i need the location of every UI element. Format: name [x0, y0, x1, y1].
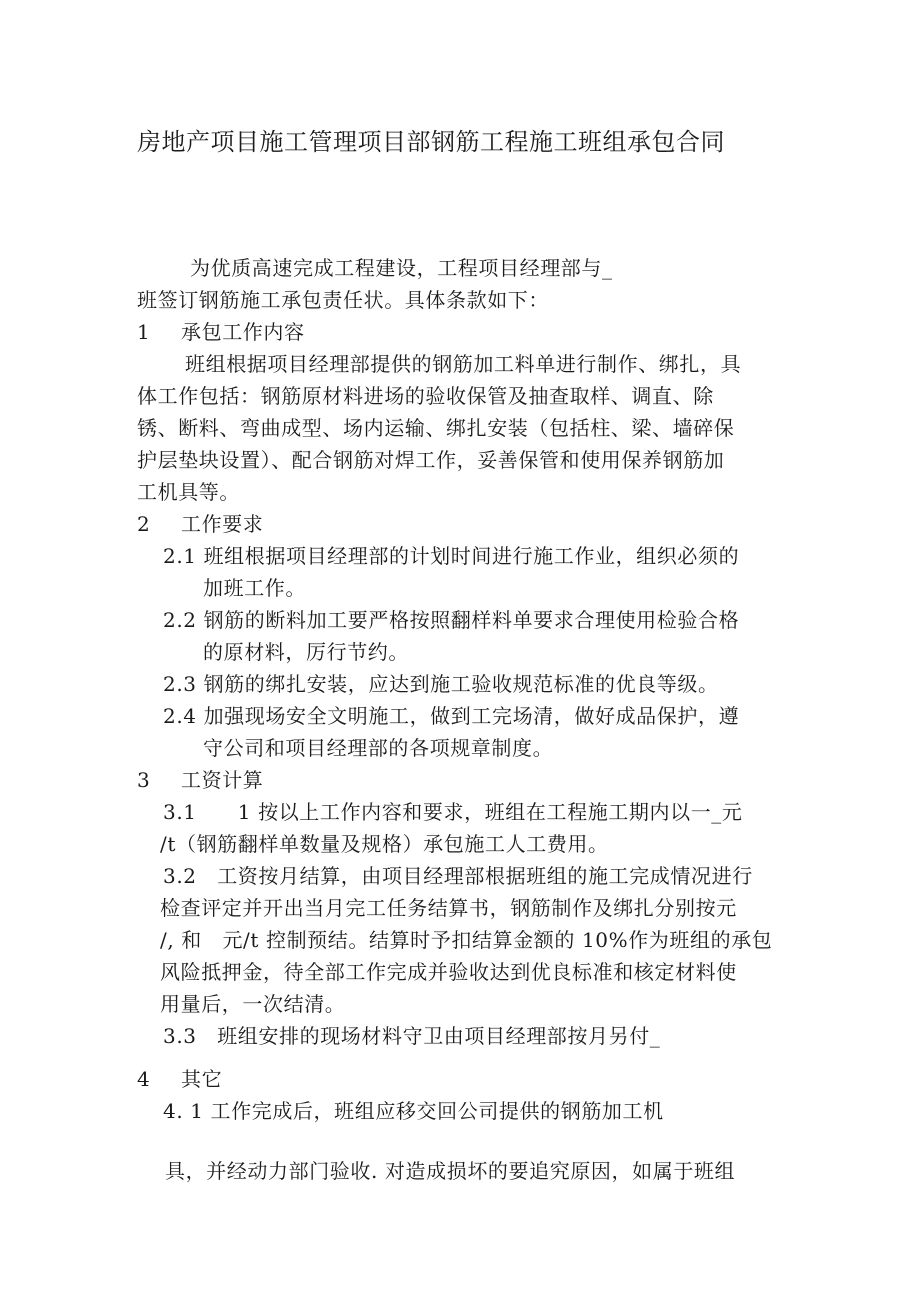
section-3-line: /, 和 元/t 控制预结。结算时予扣结算金额的 10%作为班组的承包 — [160, 928, 773, 952]
section-3-line: 3.3 班组安排的现场材料守卫由项目经理部按月另付_ — [163, 1024, 661, 1048]
section-number: 4 — [137, 1067, 151, 1091]
intro-line-1: 为优质高速完成工程建设，工程项目经理部与_ — [190, 256, 613, 280]
section-2-item-line: 守公司和项目经理部的各项规章制度。 — [203, 736, 554, 760]
section-2-item-line: 2.4 加强现场安全文明施工，做到工完场清，做好成品保护，遵 — [163, 704, 740, 728]
section-title: 工资计算 — [181, 768, 264, 792]
section-3-line: /t（钢筋翻样单数量及规格）承包施工人工费用。 — [160, 832, 609, 856]
document-title: 房地产项目施工管理项目部钢筋工程施工班组承包合同 — [137, 128, 725, 156]
section-1-para-line: 锈、断料、弯曲成型、场内运输、绑扎安装（包括柱、梁、墙碎保 — [137, 416, 735, 440]
section-3-line: 风险抵押金，待全部工作完成并验收达到优良标准和核定材料使 — [160, 960, 737, 984]
section-1-para-line: 工机具等。 — [137, 480, 240, 504]
section-4-heading — [137, 1066, 222, 1092]
section-2-item-line: 2.3 钢筋的绑扎安装，应达到施工验收规范标准的优良等级。 — [163, 672, 719, 696]
section-3-line: 3.2 工资按月结算，由项目经理部根据班组的施工完成情况进行 — [163, 864, 753, 888]
section-title: 承包工作内容 — [181, 320, 305, 344]
section-1-heading — [137, 319, 305, 345]
section-number: 1 — [137, 320, 151, 344]
section-4-line: 具，并经动力部门验收. 对造成损坏的要追究原因，如属于班组 — [165, 1159, 736, 1183]
section-3-line: 用量后，一次结清。 — [160, 992, 346, 1016]
section-1-para-line: 体工作包括：钢筋原材料进场的验收保管及抽查取样、调直、除 — [137, 384, 714, 408]
section-title: 其它 — [181, 1067, 223, 1091]
section-3-line: 检查评定并开出当月完工任务结算书，钢筋制作及绑扎分别按元 — [160, 896, 737, 920]
section-number: 2 — [137, 512, 151, 536]
section-2-item-line: 的原材料，厉行节约。 — [203, 640, 409, 664]
section-3-line: 3.1 1 按以上工作内容和要求，班组在工程施工期内以一_元 — [163, 800, 743, 824]
section-number: 3 — [137, 768, 151, 792]
section-4-line: 4. 1 工作完成后，班组应移交回公司提供的钢筋加工机 — [163, 1099, 664, 1123]
intro-line-2: 班签订钢筋施工承包责任状。具体条款如下： — [137, 288, 549, 312]
section-2-heading — [137, 511, 263, 537]
section-2-item-line: 加班工作。 — [203, 576, 306, 600]
section-1-para-line: 班组根据项目经理部提供的钢筋加工料单进行制作、绑扎，具 — [185, 352, 742, 376]
section-1-para-line: 护层垫块设置）、配合钢筋对焊工作，妥善保管和使用保养钢筋加 — [137, 448, 725, 472]
section-2-item-line: 2.1 班组根据项目经理部的计划时间进行施工作业，组织必须的 — [163, 544, 740, 568]
section-3-heading — [137, 767, 263, 793]
section-title: 工作要求 — [181, 512, 264, 536]
section-2-item-line: 2.2 钢筋的断料加工要严格按照翻样料单要求合理使用检验合格 — [163, 608, 740, 632]
